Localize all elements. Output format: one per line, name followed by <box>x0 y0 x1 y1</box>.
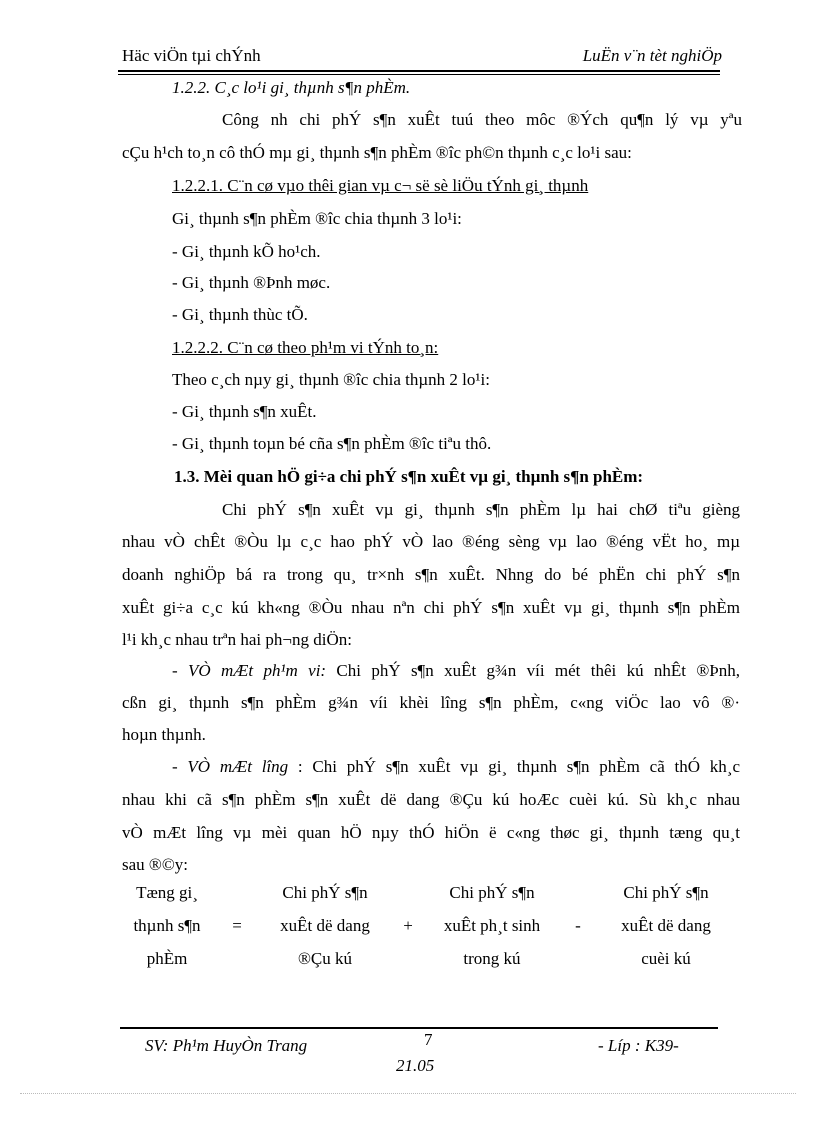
quantity-label: - VÒ mÆt lîng <box>172 757 289 776</box>
list-item: - Gi¸ thµnh ®Þnh møc. <box>172 273 331 292</box>
formula-equals: = <box>232 916 242 935</box>
formula-term-total: thµnh s¶n <box>133 916 201 935</box>
list-item: - Gi¸ thµnh kÕ ho¹ch. <box>172 242 321 261</box>
formula-term-opening-wip: xuÊt dë dang <box>280 916 370 935</box>
section-title: 1.2.2. C¸c lo¹i gi¸ thµnh s¶n phÈm. <box>172 78 411 97</box>
paragraph-2-line-1: Chi phÝ s¶n xuÊt vµ gi¸ thµnh s¶n phÈm lµ hai chØ tiªu gièng <box>222 500 740 519</box>
formula-term-period-cost: Chi phÝ s¶n <box>449 883 535 902</box>
header-rule-thin <box>118 74 720 75</box>
page-number: 7 <box>424 1030 433 1049</box>
paragraph-3-line-1 <box>172 661 740 681</box>
paragraph-3-line-3: hoµn thµnh. <box>122 725 206 744</box>
formula-term-opening-wip: ®Çu kú <box>297 949 352 968</box>
paragraph-4-line-1-text: : Chi phÝ s¶n xuÊt vµ gi¸ thµnh s¶n phÈm cã thÓ kh¸c <box>288 757 740 776</box>
paragraph-2-line-4: xuÊt gi÷a c¸c kú kh«ng ®Òu nhau nªn chi phÝ s¶n xuÊt vµ gi¸ thµnh s¶n phÈm <box>122 598 740 617</box>
list-item: - Gi¸ thµnh thùc tÕ. <box>172 305 308 324</box>
scope-label: - VÒ mÆt ph¹m vi: <box>172 661 327 680</box>
page-bottom-border <box>20 1093 796 1094</box>
paragraph-2-line-2: nhau vÒ chÊt ®Òu lµ c¸c hao phÝ vÒ lao ®éng sèng vµ lao ®éng vËt ho¸ mµ <box>122 532 740 551</box>
subsection-1-title: 1.2.2.1. C¨n cø vµo thêi gian vµ c¬ së sè liÖu tÝnh gi¸ thµnh <box>172 176 589 195</box>
formula-term-total: phÈm <box>146 949 188 968</box>
formula-term-opening-wip: Chi phÝ s¶n <box>282 883 368 902</box>
formula-term-closing-wip: cuèi kú <box>641 949 691 968</box>
paragraph-4-line-3: vÒ mÆt lîng vµ mèi quan hÖ nµy thÓ hiÖn ë c«ng thøc gi¸ thµnh tæng qu¸t <box>122 823 740 842</box>
paragraph-2-line-5: l¹i kh¸c nhau trªn hai ph¬ng diÖn: <box>122 630 352 649</box>
paragraph-4-line-1 <box>172 757 740 777</box>
paragraph-2-line-3: doanh nghiÖp bá ra trong qu¸ tr×nh s¶n xuÊt. Nhng do bé phËn chi phÝ s¶n <box>122 565 740 584</box>
footer-class-code: 21.05 <box>396 1056 435 1075</box>
paragraph-4-line-2: nhau khi cã s¶n phÈm s¶n xuÊt dë dang ®Çu kú hoÆc cuèi kú. Sù kh¸c nhau <box>122 790 740 809</box>
formula-term-total: Tæng gi¸ <box>136 883 198 902</box>
list-item: - Gi¸ thµnh s¶n xuÊt. <box>172 402 317 421</box>
subsection-1-intro: Gi¸ thµnh s¶n phÈm ®îc chia thµnh 3 lo¹i: <box>172 209 462 228</box>
paragraph-4-line-4: sau ®©y: <box>122 855 188 874</box>
footer-class: - Líp : K39- <box>598 1036 679 1055</box>
footer-author: SV: Ph¹m HuyÒn Trang <box>145 1036 308 1055</box>
list-item: - Gi¸ thµnh toµn bé cña s¶n phÈm ®îc tiªu thô. <box>172 434 492 453</box>
paragraph-3-line-2: cßn gi¸ thµnh s¶n phÈm g¾n víi khèi lîng s¶n phÈm, c«ng viÖc lao vô ®· <box>122 693 740 712</box>
formula-minus: - <box>575 916 581 935</box>
section-1-3-title: 1.3. Mèi quan hÖ gi÷a chi phÝ s¶n xuÊt vµ gi¸ thµnh s¶n phÈm: <box>174 467 644 486</box>
formula-term-period-cost: xuÊt ph¸t sinh <box>443 916 541 935</box>
formula-term-closing-wip: Chi phÝ s¶n <box>623 883 709 902</box>
formula-plus: + <box>403 916 413 935</box>
footer-rule <box>120 1027 718 1029</box>
subsection-2-title: 1.2.2.2. C¨n cø theo ph¹m vi tÝnh to¸n: <box>172 338 439 357</box>
paragraph-1-line-2: cÇu h¹ch to¸n cô thÓ mµ gi¸ thµnh s¶n phÈm ®îc ph©n thµnh c¸c lo¹i sau: <box>122 143 632 162</box>
subsection-2-intro: Theo c¸ch nµy gi¸ thµnh ®îc chia thµnh 2 lo¹i: <box>172 370 490 389</box>
header-institution: Häc viÖn tµi chÝnh <box>122 46 261 65</box>
paragraph-3-line-1-text: Chi phÝ s¶n xuÊt g¾n víi mét thêi kú nhÊt ®Þnh, <box>326 661 740 680</box>
formula-term-period-cost: trong kú <box>463 949 521 968</box>
formula-term-closing-wip: xuÊt dë dang <box>621 916 711 935</box>
header-rule <box>118 70 720 72</box>
paragraph-1-line-1: Công nh chi phÝ s¶n xuÊt tuú theo môc ®Ých qu¶n lý vµ yªu <box>222 110 742 129</box>
header-doc-type: LuËn v¨n tèt nghiÖp <box>582 46 722 65</box>
